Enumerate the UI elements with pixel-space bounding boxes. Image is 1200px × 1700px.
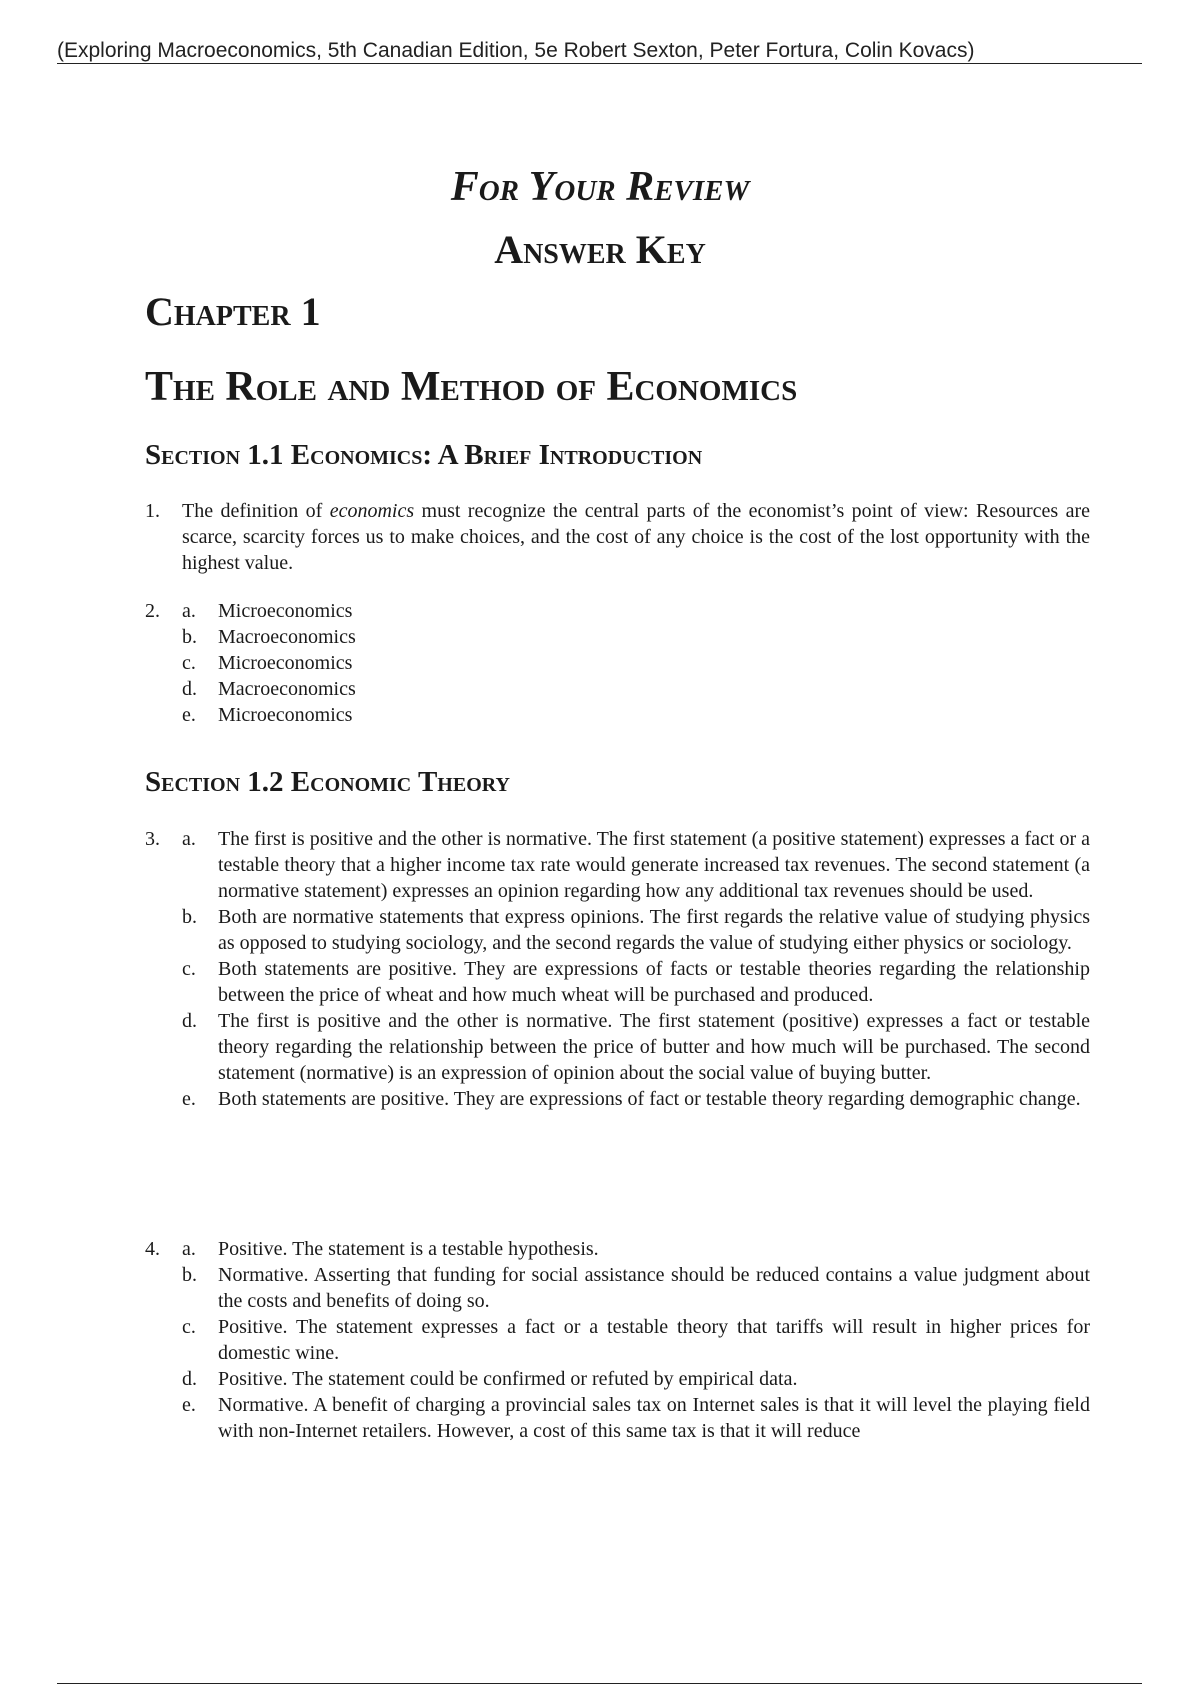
question-1-text: The definition of economics must recognize the central parts of the economist’s point of view: Resources are scarce, scarcity forces us to make choices, and the cost of any choice is the cost of the lost opportunity with the highest value. xyxy=(182,500,1090,574)
list-item: e. Normative. A benefit of charging a provincial sales tax on Internet sales is that it will level the playing field with non-Internet retailers. However, a cost of this same tax is that it will reduce xyxy=(182,1394,1090,1442)
question-number: 4. xyxy=(145,1238,160,1260)
list-item: b. Both are normative statements that express opinions. The first regards the relative value of studying physics as opposed to studying sociology, and the second regards the value of studying either physics or sociology. xyxy=(182,906,1090,954)
list-item: a. Positive. The statement is a testable hypothesis. xyxy=(182,1238,599,1260)
question-number: 2. xyxy=(145,600,160,622)
chapter-label: Chapter 1 xyxy=(145,289,321,334)
emphasis-term: economics xyxy=(329,500,415,522)
review-title: For Your Review xyxy=(450,164,750,210)
list-item: b. Normative. Asserting that funding for social assistance should be reduced contains a value judgment about the costs and benefits of doing so. xyxy=(182,1264,1090,1312)
list-item: d. Positive. The statement could be confirmed or refuted by empirical data. xyxy=(182,1368,798,1390)
list-item: c. Positive. The statement expresses a fact or a testable theory that tariffs will result in higher prices for domestic wine. xyxy=(182,1316,1090,1364)
section-heading-1-2: Section 1.2 Economic Theory xyxy=(145,766,510,798)
list-item: a. Microeconomics xyxy=(182,600,353,622)
question-2 xyxy=(145,598,1090,728)
question-number: 3. xyxy=(145,828,160,850)
source-header: (Exploring Macroeconomics, 5th Canadian Edition, 5e Robert Sexton, Peter Fortura, Colin Kovacs) xyxy=(57,38,1142,64)
question-3 xyxy=(145,826,1090,1112)
list-item: d. Macroeconomics xyxy=(182,678,356,700)
question-4 xyxy=(145,1236,1090,1444)
list-item: d. The first is positive and the other is normative. The first statement (positive) expresses a fact or testable theory regarding the relationship between the price of butter and how much will be purchased. The second statement (normative) is an expression of opinion about the social value of buying butter. xyxy=(182,1010,1090,1084)
question-1 xyxy=(145,498,1090,576)
chapter-title: The Role and Method of Economics xyxy=(145,364,798,410)
section-heading-1-1: Section 1.1 Economics: A Brief Introduction xyxy=(145,439,703,471)
question-number: 1. xyxy=(145,500,160,522)
list-item: e. Microeconomics xyxy=(182,704,353,726)
list-item: c. Both statements are positive. They are expressions of facts or testable theories regarding the relationship between the price of wheat and how much wheat will be purchased and produced. xyxy=(182,958,1090,1006)
list-item: b. Macroeconomics xyxy=(182,626,356,648)
list-item: a. The first is positive and the other is normative. The first statement (a positive statement) expresses a fact or a testable theory that a higher income tax rate would generate increased tax revenues. The second statement (a normative statement) expresses an opinion regarding how any additional tax revenues should be used. xyxy=(182,828,1090,902)
answer-key-title: Answer Key xyxy=(494,227,706,272)
list-item: c. Microeconomics xyxy=(182,652,353,674)
list-item: e. Both statements are positive. They are expressions of fact or testable theory regarding demographic change. xyxy=(182,1088,1081,1110)
footer-divider xyxy=(57,1683,1142,1684)
